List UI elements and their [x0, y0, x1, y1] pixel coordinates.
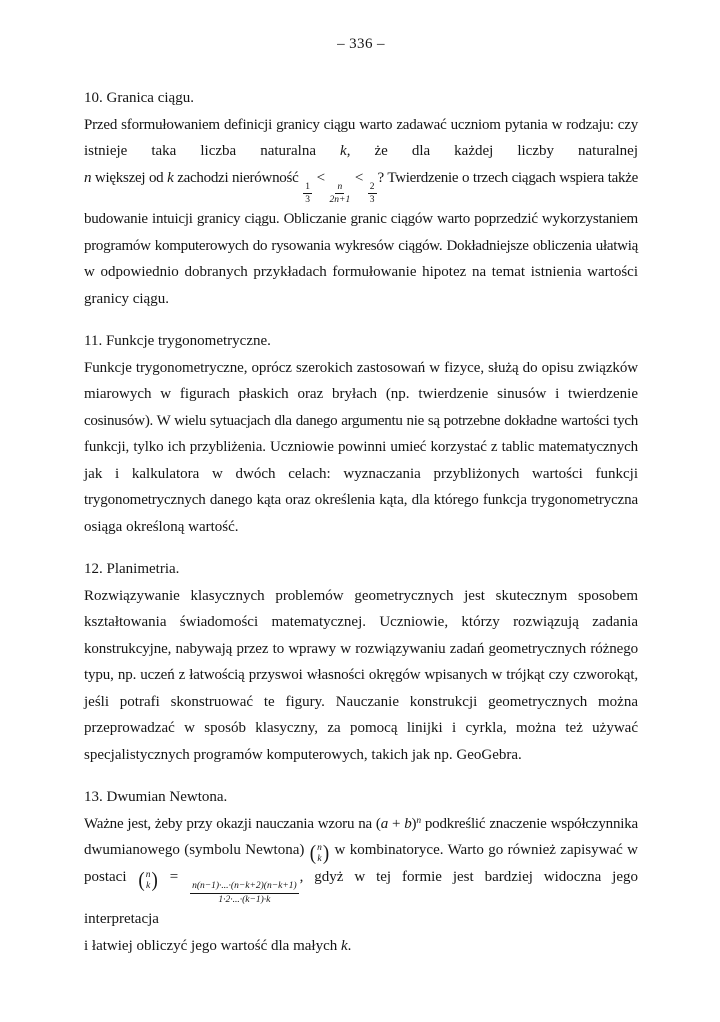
right-paren: ) — [322, 842, 330, 866]
text-line: jak i kalkulatora w dwóch celach: wyznaczania przybliżonych wartości funkcji — [84, 465, 638, 482]
text-line: w odpowiednio dobranych przykładach formułowanie hipotez na temat istnienia wartości — [84, 264, 638, 281]
fraction-numerator: 2 — [368, 182, 377, 195]
section-heading: 11. Funkcje trygonometryczne. — [84, 333, 271, 350]
section — [84, 85, 638, 312]
text-line: programów komputerowych do rysowania wykresów ciągów. Dokładniejsze obliczenia ułatwią — [84, 237, 638, 254]
math-variable: k — [341, 937, 348, 954]
text-line: osiąga określoną wartość. — [84, 518, 239, 535]
page-number: – 336 – — [337, 36, 385, 52]
text-line: Funkcje trygonometryczne, oprócz szerokich zastosowań w fizyce, służą do opisu związków — [84, 359, 638, 376]
section — [84, 556, 638, 768]
text-line: typu, np. uczeń z łatwością przyswoi własności okręgów wpisanych w trójkąt czy czworokąt, — [84, 667, 638, 684]
section-heading: 10. Granica ciągu. — [84, 90, 194, 106]
text-line: i łatwiej obliczyć jego wartość dla małych k. — [84, 937, 352, 954]
fraction — [368, 182, 377, 207]
fraction-numerator: n — [335, 182, 344, 195]
binomial-stack: n k — [145, 870, 151, 891]
binomial-coefficient — [138, 870, 157, 891]
text-line: istnieje taka liczba naturalna k, że dla każdej liczby naturalnej — [84, 143, 638, 159]
text-line: przeprowadzać w sposób klasyczny, za pomocą linijki i cyrkla, można też używać — [84, 720, 638, 737]
math-variable: a — [380, 815, 389, 832]
math-variable: n — [84, 169, 92, 186]
fraction-denominator: 1·2·...·(k−1)·k — [218, 895, 271, 906]
text-line: konstrukcyjne, nabywają przez to wprawy w rozwiązywaniu zadań geometrycznych różnego — [84, 640, 638, 657]
text-line: Przed sformułowaniem definicji granicy ciągu warto zadawać uczniom pytania w rodzaju: czy — [84, 116, 638, 133]
binomial-stack: n k — [317, 843, 322, 864]
fraction-denominator: 2n+1 — [329, 195, 351, 206]
text-line: trygonometrycznych danego kąta oraz określenia kąta, dla którego funkcja trygonometryczna — [84, 492, 638, 509]
left-paren: ( — [138, 869, 145, 893]
section — [84, 328, 638, 540]
text-line: budowanie intuicji granicy ciągu. Obliczanie granic ciągów warto poprzedzić wykorzystaniem — [84, 211, 638, 228]
text-line: granicy ciągu. — [84, 290, 169, 307]
section — [84, 784, 638, 959]
text-line: Ważne jest, żeby przy okazji nauczania wzoru na $(a + b)^n$ podkreślić znaczenie współczynnika — [84, 815, 638, 832]
text-line: jeśli potrafi skonstruować te figury. Nauczanie konstrukcji geometrycznych można — [84, 693, 638, 710]
fraction-numerator: n(n−1)·...·(n−k+2)(n−k+1) — [190, 881, 299, 894]
fraction — [330, 182, 351, 207]
text-line: funkcji, tylko ich przybliżenia. Uczniowie powinni umieć korzystać z tablic matematycznych — [84, 439, 638, 456]
superscript-exponent: n — [416, 815, 421, 826]
fraction — [190, 881, 299, 906]
fraction-denominator: 3 — [369, 195, 375, 206]
text-line: specjalistycznych programów komputerowych, takich jak np. GeoGebra. — [84, 746, 522, 763]
text-line: postaci ( n k ) = $\frac{n(n-1)\cdot...\cdot(n-k+2)(n-k+1)}{1\cdot 2\cdot...\cdot(k-1)\cdot k}$ , gdyż w tej formie jest bardziej widoczna jego interpretacja — [84, 869, 638, 928]
section-heading: 12. Planimetria. — [84, 561, 180, 578]
text-line: miarowych w figurach płaskich oraz bryłach (np. twierdzenie sinusów i twierdzenie — [84, 386, 638, 403]
text-line: n większej od k zachodzi nierówność $\frac{1}{3}$ < $\frac{n}{2n+1}$ < $\frac{2}{3}$ ? Twierdzenie o trzech ciągach wspiera także — [84, 169, 638, 206]
section-heading: 13. Dwumian Newtona. — [84, 789, 228, 806]
text-line: kształtowania świadomości matematycznej. Uczniowie, którzy rozwiązują zadania — [84, 614, 638, 631]
right-paren: ) — [151, 869, 158, 893]
fraction-denominator: 3 — [305, 195, 310, 206]
math-variable: b — [404, 815, 412, 832]
binomial-coefficient — [310, 843, 329, 864]
math-variable: k — [340, 143, 347, 159]
document-content — [84, 85, 638, 959]
text-line: cosinusów). W wielu sytuacjach dla danego argumentu nie są potrzebne dokładne wartości tych — [84, 412, 638, 429]
text-line: dwumianowego (symbolu Newtona) ( n k ) w kombinatoryce. Warto go również zapisywać w — [84, 842, 638, 866]
left-paren: ( — [309, 842, 317, 866]
math-variable: k — [167, 169, 174, 186]
text-line: Rozwiązywanie klasycznych problemów geometrycznych jest skutecznym sposobem — [84, 587, 638, 604]
fraction-numerator: 1 — [303, 182, 312, 195]
fraction — [303, 182, 312, 207]
